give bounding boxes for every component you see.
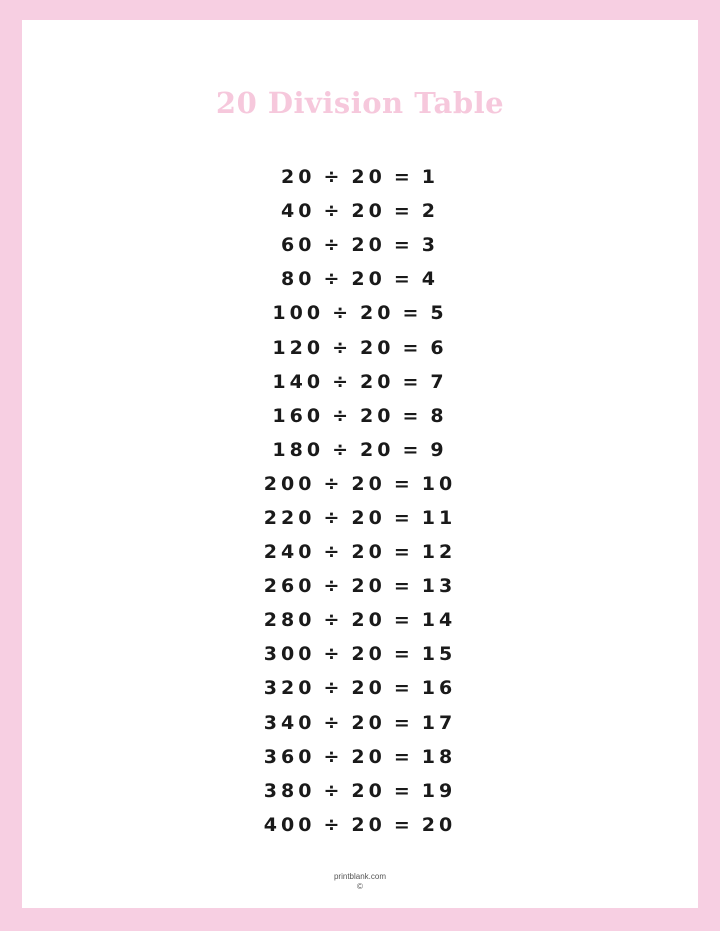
equals-sign: =: [393, 711, 414, 734]
divisor: 20: [351, 200, 386, 223]
page-footer: [22, 872, 698, 892]
division-fact-row: [22, 535, 698, 569]
divide-sign: ÷: [332, 336, 352, 359]
quotient: 2: [421, 200, 439, 223]
division-fact-row: [22, 774, 698, 808]
quotient: 8: [430, 404, 448, 427]
divisor: 20: [359, 336, 395, 359]
divide-sign: ÷: [323, 779, 344, 802]
dividend: 340: [263, 711, 316, 734]
divisor: 20: [351, 813, 386, 836]
divide-sign: ÷: [332, 438, 352, 461]
division-fact-row: [22, 603, 698, 637]
divisor: 20: [351, 745, 386, 768]
quotient: 9: [430, 438, 448, 461]
equals-sign: =: [393, 779, 414, 802]
dividend: 60: [281, 234, 316, 257]
quotient: 19: [421, 779, 457, 802]
divide-sign: ÷: [323, 745, 344, 768]
divisor: 20: [351, 506, 386, 529]
copyright-icon: ©: [357, 882, 363, 891]
quotient: 20: [421, 813, 457, 836]
divide-sign: ÷: [323, 643, 344, 666]
divide-sign: ÷: [323, 813, 344, 836]
divisor: 20: [359, 438, 395, 461]
division-fact-row: [22, 365, 698, 399]
equals-sign: =: [393, 813, 414, 836]
equals-sign: =: [402, 370, 423, 393]
divisor: 20: [351, 234, 386, 257]
divide-sign: ÷: [323, 575, 344, 598]
divisor: 20: [351, 268, 386, 291]
divisor: 20: [351, 541, 386, 564]
divide-sign: ÷: [323, 200, 344, 223]
divisor: 20: [359, 302, 395, 325]
dividend: 280: [263, 609, 316, 632]
divide-sign: ÷: [323, 472, 344, 495]
dividend: 200: [263, 472, 316, 495]
footer-site-link[interactable]: printblank.com: [333, 872, 387, 881]
dividend: 120: [272, 336, 325, 359]
dividend: 220: [263, 506, 316, 529]
dividend: 40: [281, 200, 316, 223]
dividend: 80: [281, 268, 316, 291]
divide-sign: ÷: [332, 370, 352, 393]
dividend: 380: [263, 779, 316, 802]
quotient: 7: [430, 370, 448, 393]
quotient: 3: [421, 234, 439, 257]
dividend: 260: [263, 575, 316, 598]
quotient: 1: [421, 166, 439, 189]
division-fact-row: [22, 671, 698, 705]
dividend: 320: [263, 677, 316, 700]
quotient: 6: [430, 336, 448, 359]
equals-sign: =: [393, 472, 414, 495]
quotient: 18: [421, 745, 457, 768]
divisor: 20: [359, 404, 395, 427]
division-fact-row: [22, 808, 698, 842]
dividend: 160: [272, 404, 325, 427]
division-fact-row: [22, 194, 698, 228]
divisor: 20: [351, 575, 386, 598]
divisor: 20: [351, 609, 386, 632]
divide-sign: ÷: [323, 234, 344, 257]
equals-sign: =: [402, 302, 423, 325]
page-title: 20 Division Table: [215, 86, 505, 120]
division-fact-row: [22, 160, 698, 194]
division-fact-row: [22, 637, 698, 671]
equals-sign: =: [393, 268, 414, 291]
divide-sign: ÷: [323, 609, 344, 632]
divide-sign: ÷: [323, 677, 344, 700]
equals-sign: =: [402, 336, 423, 359]
divide-sign: ÷: [323, 711, 344, 734]
quotient: 15: [421, 643, 457, 666]
equals-sign: =: [402, 404, 423, 427]
division-fact-row: [22, 330, 698, 364]
divide-sign: ÷: [323, 268, 344, 291]
quotient: 4: [421, 268, 439, 291]
equals-sign: =: [393, 506, 414, 529]
equals-sign: =: [393, 677, 414, 700]
equals-sign: =: [393, 643, 414, 666]
division-fact-row: [22, 228, 698, 262]
dividend: 400: [263, 813, 316, 836]
divide-sign: ÷: [332, 302, 352, 325]
division-facts-list: [22, 160, 698, 842]
divide-sign: ÷: [323, 506, 344, 529]
division-fact-row: [22, 296, 698, 330]
equals-sign: =: [393, 234, 414, 257]
dividend: 140: [272, 370, 325, 393]
dividend: 180: [272, 438, 325, 461]
quotient: 5: [430, 302, 448, 325]
equals-sign: =: [393, 166, 414, 189]
equals-sign: =: [393, 200, 414, 223]
divisor: 20: [359, 370, 395, 393]
dividend: 20: [281, 166, 316, 189]
division-fact-row: [22, 501, 698, 535]
division-fact-row: [22, 569, 698, 603]
divisor: 20: [351, 166, 386, 189]
quotient: 12: [421, 541, 457, 564]
divisor: 20: [351, 711, 386, 734]
quotient: 10: [421, 472, 457, 495]
divisor: 20: [351, 643, 386, 666]
division-fact-row: [22, 262, 698, 296]
equals-sign: =: [393, 541, 414, 564]
division-fact-row: [22, 467, 698, 501]
divisor: 20: [351, 677, 386, 700]
divide-sign: ÷: [323, 166, 344, 189]
division-fact-row: [22, 433, 698, 467]
quotient: 13: [421, 575, 457, 598]
quotient: 17: [421, 711, 457, 734]
division-fact-row: [22, 706, 698, 740]
quotient: 16: [421, 677, 457, 700]
quotient: 14: [421, 609, 457, 632]
divide-sign: ÷: [332, 404, 352, 427]
division-fact-row: [22, 740, 698, 774]
equals-sign: =: [393, 745, 414, 768]
dividend: 240: [263, 541, 316, 564]
divide-sign: ÷: [323, 541, 344, 564]
equals-sign: =: [393, 609, 414, 632]
quotient: 11: [421, 506, 457, 529]
equals-sign: =: [393, 575, 414, 598]
dividend: 300: [263, 643, 316, 666]
dividend: 100: [272, 302, 325, 325]
divisor: 20: [351, 779, 386, 802]
dividend: 360: [263, 745, 316, 768]
worksheet-page: [22, 20, 698, 908]
equals-sign: =: [402, 438, 423, 461]
divisor: 20: [351, 472, 386, 495]
division-fact-row: [22, 399, 698, 433]
